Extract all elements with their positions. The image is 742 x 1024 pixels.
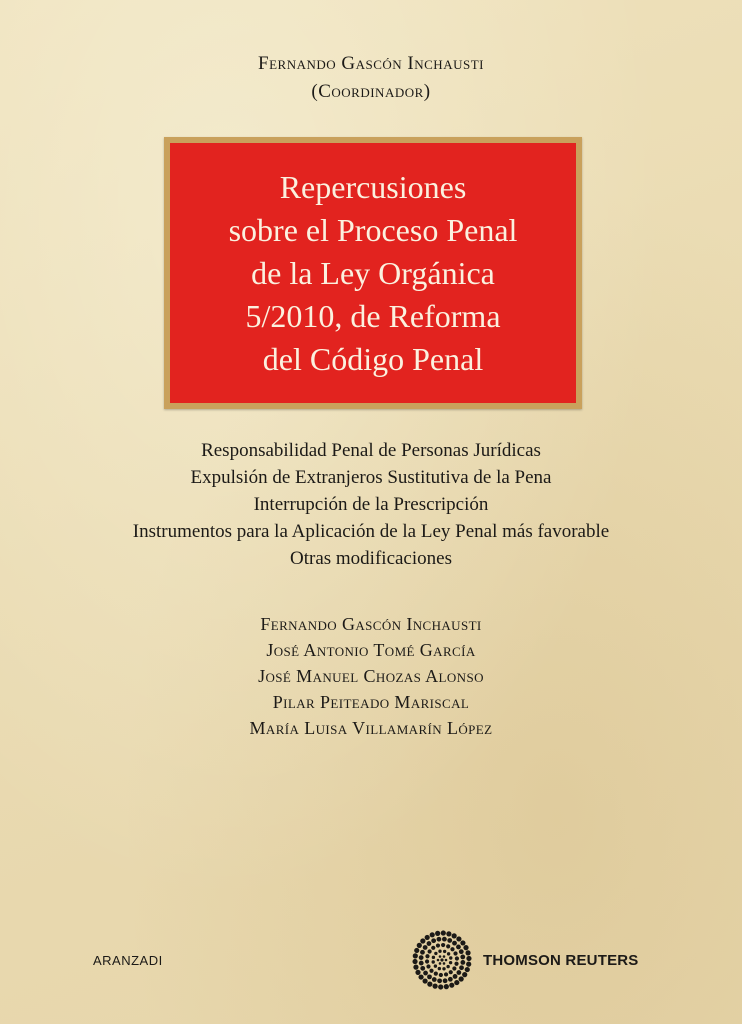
logo-dot [443, 955, 446, 958]
logo-dot [443, 962, 446, 965]
coordinator-name: Fernando Gascón Inchausti [258, 53, 484, 74]
logo-dot [445, 959, 448, 962]
title-line: sobre el Proceso Penal [228, 211, 518, 248]
logo-dot [426, 964, 430, 968]
author-name: José Antonio Tomé García [266, 640, 476, 660]
coordinator-block [0, 50, 742, 106]
logo-dot [437, 959, 440, 962]
logo-dot [449, 956, 452, 959]
logo-dot [456, 945, 461, 950]
logo-dot [453, 974, 458, 979]
logo-dot [427, 982, 432, 987]
logo-dot [425, 959, 429, 963]
logo-dot [413, 953, 418, 958]
logo-dot [429, 969, 433, 973]
logo-dot [465, 950, 470, 955]
logo-dot [454, 962, 458, 966]
logo-dot [439, 962, 442, 965]
logo-dot [459, 949, 464, 954]
author-name: Pilar Peiteado Mariscal [272, 692, 470, 712]
logo-dot [423, 945, 428, 950]
logo-dot [438, 984, 443, 989]
logo-dot [449, 970, 453, 974]
title-line: Repercusiones [279, 168, 467, 205]
logo-dot [460, 960, 465, 965]
logo-dot [447, 938, 452, 943]
title-line: de la Ley Orgánica [251, 254, 495, 291]
logo-dot [449, 961, 452, 964]
logo-dot [444, 972, 448, 976]
logo-dot [444, 984, 449, 989]
logo-dot [452, 941, 457, 946]
author-name: María Luisa Villamarín López [249, 718, 493, 738]
logo-dot [437, 937, 442, 942]
logo-dot [438, 950, 441, 953]
logo-dot [446, 965, 449, 968]
logo-dot [436, 943, 440, 947]
logo-dot [460, 955, 465, 960]
logo-dot [456, 936, 461, 941]
logo-dot [437, 978, 442, 983]
logo-dot [431, 938, 436, 943]
logo-dot [447, 952, 450, 955]
logo-dot [438, 967, 441, 970]
logo-dot [441, 943, 445, 947]
logo-dot [430, 932, 435, 937]
coordinator-role: (Coordinador) [311, 81, 431, 102]
authors-list [0, 611, 742, 741]
topic-item: Expulsión de Extranjeros Sustitutiva de la Pena [190, 467, 552, 488]
logo-dot [446, 931, 451, 936]
title-box [170, 143, 576, 403]
logo-dot [454, 980, 459, 985]
thomson-reuters-dot-logo-icon [412, 930, 472, 990]
logo-dot [443, 978, 448, 983]
logo-dot [443, 950, 446, 953]
topics-list [0, 437, 742, 572]
logo-dot [439, 973, 443, 977]
logo-dot [412, 959, 417, 964]
title-frame [164, 137, 582, 409]
logo-dot [420, 966, 425, 971]
topic-item: Interrupción de la Prescripción [253, 494, 489, 515]
logo-dot [452, 933, 457, 938]
logo-dot [434, 952, 437, 955]
logo-dot [463, 945, 468, 950]
logo-dot [431, 946, 435, 950]
logo-dot [414, 948, 419, 953]
logo-dot [432, 977, 437, 982]
topic-item: Instrumentos para la Aplicación de la Ley Penal más favorable [132, 521, 610, 542]
logo-dot [423, 978, 428, 983]
author-name: José Manuel Chozas Alonso [258, 666, 484, 686]
logo-dot [453, 951, 457, 955]
logo-dot [450, 947, 454, 951]
logo-dot [434, 964, 437, 967]
logo-dot [462, 972, 467, 977]
logo-dot [432, 960, 435, 963]
logo-dot [440, 958, 443, 961]
logo-dot [466, 956, 471, 961]
topic-item: Otras modificaciones [290, 548, 452, 569]
logo-dot [439, 955, 442, 958]
logo-dot [417, 943, 422, 948]
logo-dot [442, 967, 445, 970]
logo-dot [456, 970, 461, 975]
logo-dot [418, 974, 423, 979]
logo-dot [427, 974, 432, 979]
logo-dot [432, 956, 435, 959]
publisher-name: ARANZADI [93, 953, 163, 968]
logo-dot [459, 976, 464, 981]
logo-dot [427, 941, 432, 946]
logo-dot [419, 955, 424, 960]
logo-dot [420, 950, 425, 955]
logo-dot [449, 983, 454, 988]
logo-dot [446, 944, 450, 948]
logo-dot [419, 961, 424, 966]
logo-dot [415, 970, 420, 975]
logo-dot [452, 966, 456, 970]
logo-dot [425, 954, 429, 958]
logo-dot [466, 962, 471, 967]
logo-dot [425, 935, 430, 940]
author-name: Fernando Gascón Inchausti [260, 614, 482, 634]
logo-dot [455, 956, 459, 960]
logo-dot [434, 972, 438, 976]
logo-dot [460, 940, 465, 945]
logo-dot [435, 931, 440, 936]
logo-dot [433, 984, 438, 989]
logo-dot [420, 938, 425, 943]
logo-dot [423, 971, 428, 976]
topic-item: Responsabilidad Penal de Personas Jurídicas [201, 440, 541, 461]
logo-dot [448, 977, 453, 982]
logo-dot [442, 937, 447, 942]
logo-dot [413, 965, 418, 970]
title-line: 5/2010, de Reforma [245, 297, 501, 334]
title-line: del Código Penal [262, 340, 484, 377]
brand-name: THOMSON REUTERS [483, 952, 639, 969]
logo-dot [459, 965, 464, 970]
logo-dot [465, 967, 470, 972]
logo-dot [428, 949, 432, 953]
logo-dot [441, 930, 446, 935]
